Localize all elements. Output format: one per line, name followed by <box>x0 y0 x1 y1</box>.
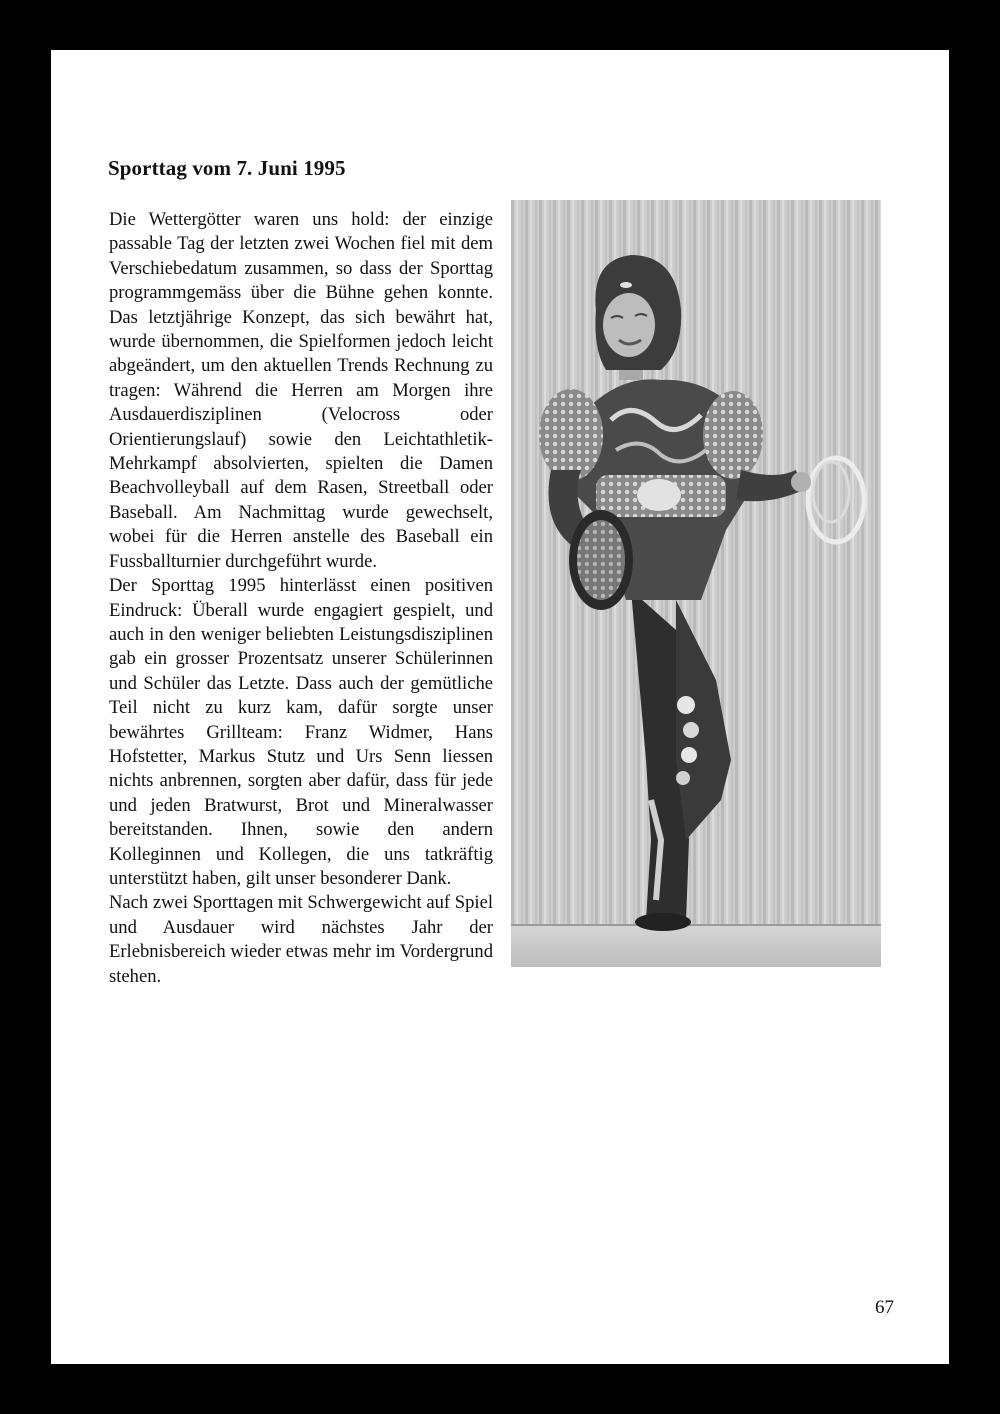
page-number: 67 <box>875 1297 894 1318</box>
paragraph-2: Der Sporttag 1995 hinterlässt einen positiven Eindruck: Überall wurde engagiert gespielt, und auch in den weniger beliebten Leistungsdisziplinen gab ein grosser Prozentsatz unserer Schülerinnen und Schüler das Letzte. Dass auch der gemütliche Teil nicht zu kurz kam, dafür sorgte unser bewährtes Grillteam: Franz Widmer, Hans Hofstetter, Markus Stutz und Urs Senn liessen nichts anbrennen, sorgten aber dafür, dass für jede und jeden Bratwurst, Brot und Mineralwasser bereitstanden. Ihnen, sowie den andern Kolleginnen und Kollegen, die uns tatkräftig unterstützt haben, gilt unser besonderer Dank. <box>109 575 493 889</box>
performer-photo <box>511 200 881 967</box>
paragraph-1: Die Wettergötter waren uns hold: der einzige passable Tag der letzten zwei Wochen fiel mit dem Verschiebedatum zusammen, so dass der Sporttag programmgemäss über die Bühne gehen konnte. Das letztjährige Konzept, das sich bewährt hat, wurde übernommen, die Spielformen jedoch leicht abgeändert, um den aktuellen Trends Rechnung zu tragen: Während die Herren am Morgen ihre Ausdauerdisziplinen (Velocross oder Orientierungslauf) sowie den Leichtathletik-Mehrkampf absolvierten, spielten die Damen Beachvolleyball auf dem Rasen, Streetball oder Baseball. Am Nachmittag wurde gewechselt, wobei für die Herren anstelle des Baseball ein Fussballturnier durchgeführt wurde. <box>109 209 493 572</box>
stage-performer-image <box>511 200 881 967</box>
paragraph-3: Nach zwei Sporttagen mit Schwergewicht auf Spiel und Ausdauer wird nächstes Jahr der Erlebnisbereich wieder etwas mehr im Vordergrund stehen. <box>109 892 493 987</box>
document-page <box>51 50 949 1364</box>
article-body <box>109 208 493 989</box>
article-title: Sporttag vom 7. Juni 1995 <box>108 156 346 180</box>
